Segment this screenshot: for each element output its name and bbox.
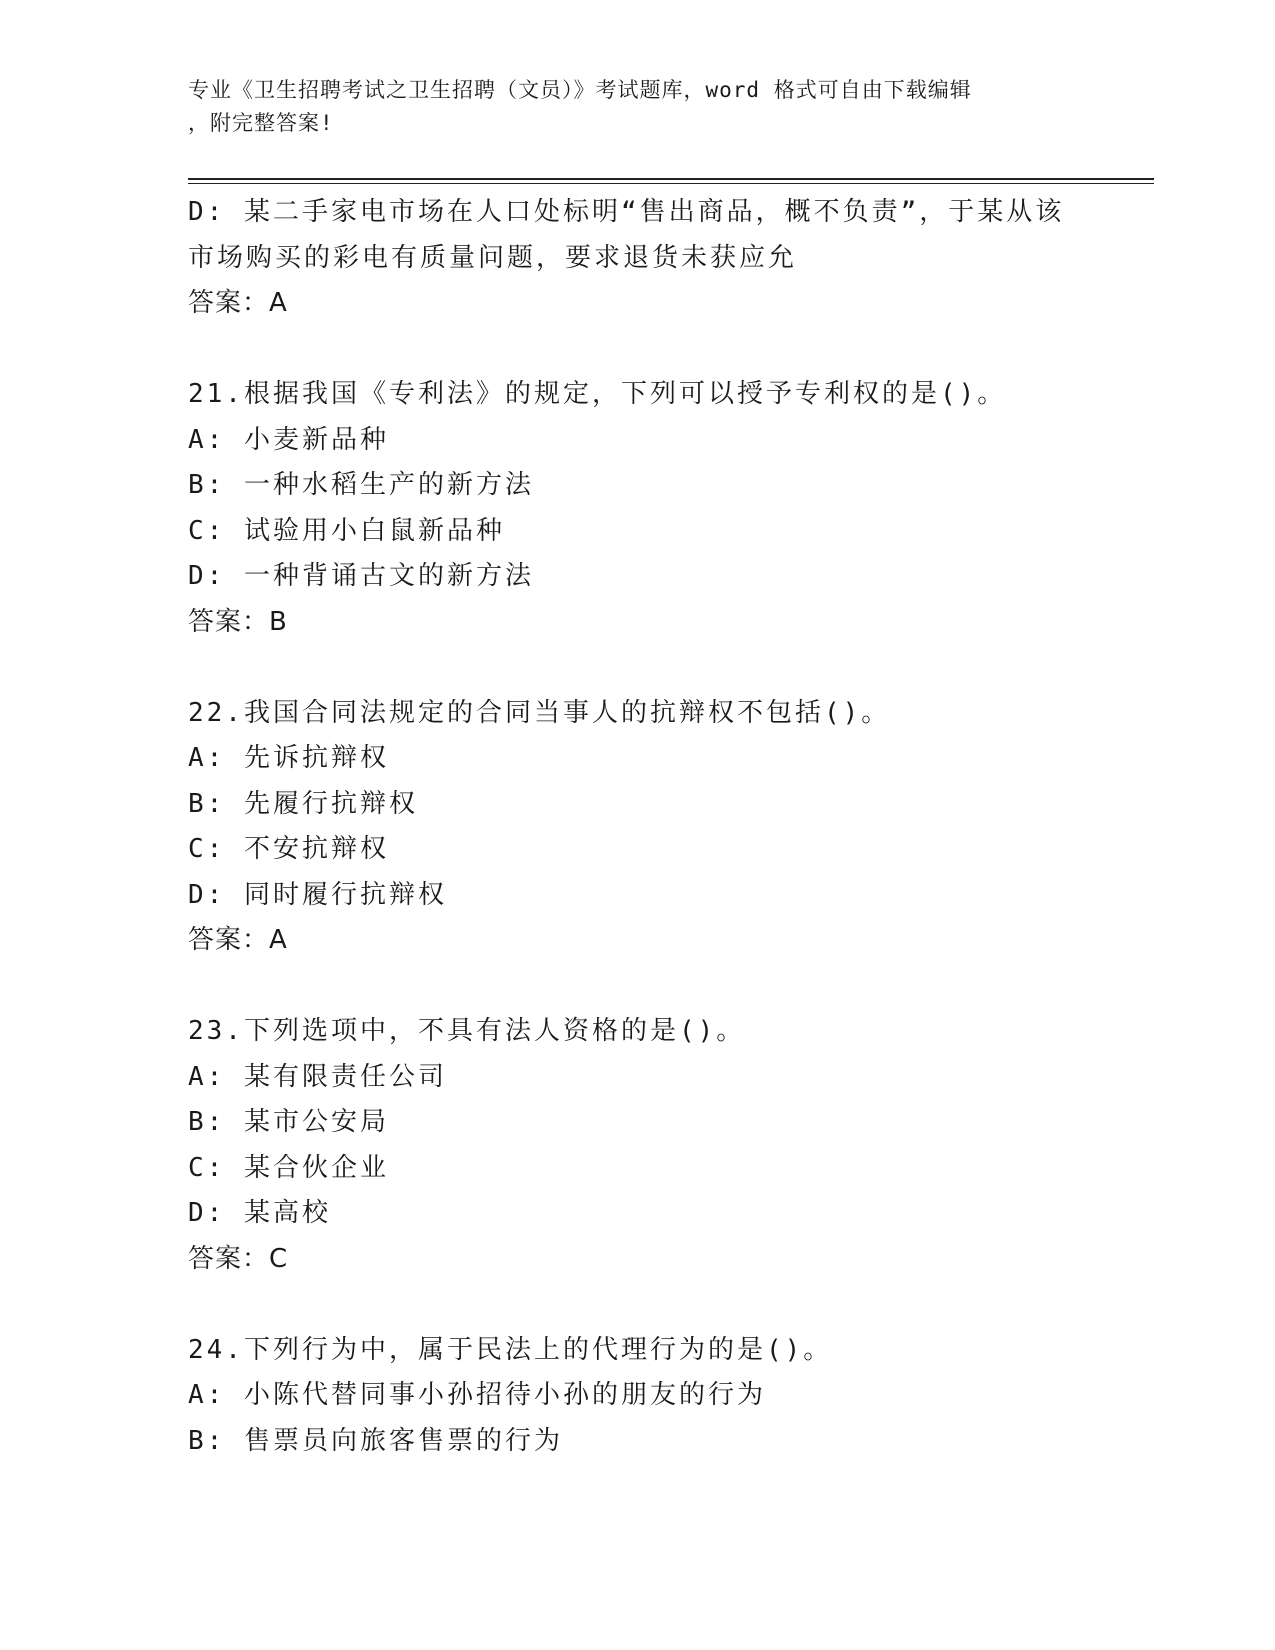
question-21 bbox=[188, 372, 1088, 645]
option-a: A: 先诉抗辩权 bbox=[188, 743, 389, 773]
header-divider-thin bbox=[188, 183, 1154, 184]
option-c: C: 某合伙企业 bbox=[188, 1152, 389, 1183]
option-c: C: 不安抗辩权 bbox=[188, 834, 389, 864]
document-header bbox=[188, 74, 1068, 140]
option-d: D: 一种背诵古文的新方法 bbox=[188, 561, 534, 591]
answer: 答案：A bbox=[188, 288, 288, 318]
question-stem: 23.下列选项中，不具有法人资格的是()。 bbox=[188, 1016, 746, 1046]
question-22 bbox=[188, 691, 1088, 964]
answer: 答案：B bbox=[188, 606, 288, 637]
question-stem: 24.下列行为中，属于民法上的代理行为的是()。 bbox=[188, 1334, 833, 1365]
option-d: D: 同时履行抗辩权 bbox=[188, 879, 447, 910]
option-a: A: 某有限责任公司 bbox=[188, 1061, 447, 1092]
question-list bbox=[188, 190, 1088, 1464]
option-d: D: 某高校 bbox=[188, 1198, 331, 1228]
header-title-line-2: ，附完整答案! bbox=[188, 111, 334, 135]
question-stem: 21.根据我国《专利法》的规定，下列可以授予专利权的是()。 bbox=[188, 379, 1007, 409]
option-b: B: 先履行抗辩权 bbox=[188, 788, 418, 819]
option-d-continued: 市场购买的彩电有质量问题，要求退货未获应允 bbox=[188, 242, 798, 273]
option-a: A: 小麦新品种 bbox=[188, 424, 389, 455]
header-divider-thick bbox=[188, 178, 1154, 180]
header-title-line-1: 专业《卫生招聘考试之卫生招聘（文员）》考试题库，word 格式可自由下载编辑 bbox=[188, 78, 972, 102]
option-b: B: 某市公安局 bbox=[188, 1107, 389, 1137]
option-a: A: 小陈代替同事小孙招待小孙的朋友的行为 bbox=[188, 1380, 766, 1410]
option-d: D: 某二手家电市场在人口处标明“售出商品，概不负责”，于某从该 bbox=[188, 197, 1065, 227]
question-23 bbox=[188, 1009, 1088, 1282]
carryover-question bbox=[188, 190, 1088, 327]
question-24 bbox=[188, 1328, 1088, 1465]
option-b: B: 一种水稻生产的新方法 bbox=[188, 470, 534, 500]
question-stem: 22.我国合同法规定的合同当事人的抗辩权不包括()。 bbox=[188, 697, 891, 728]
answer: 答案：A bbox=[188, 925, 288, 955]
option-c: C: 试验用小白鼠新品种 bbox=[188, 515, 505, 546]
answer: 答案：C bbox=[188, 1243, 289, 1274]
option-b: B: 售票员向旅客售票的行为 bbox=[188, 1425, 563, 1456]
